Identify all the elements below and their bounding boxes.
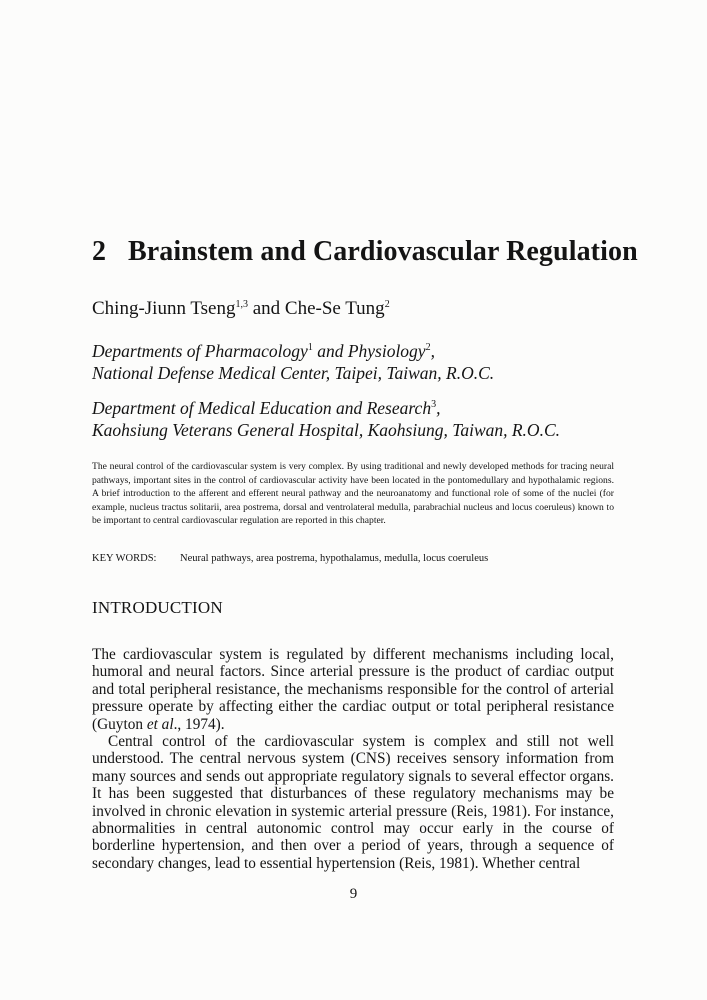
affiliation [92,397,560,441]
affiliation-line [92,397,560,419]
keywords [92,553,488,564]
author-name: Che-Se Tung [284,298,385,319]
affiliation-department: Department of Medical Education and Research [92,398,432,418]
chapter-number: 2 [92,236,107,267]
author-affiliation-marker: 2 [384,299,390,310]
affiliation-department: Departments of Pharmacology [92,341,308,361]
affiliation-line [92,340,494,362]
body-paragraph: Central control of the cardiovascular system is complex and still not well understood. The central nervous system (CNS) receives sensory information from many sources and sends out appropriate regulatory signals to several effector organs. It has been suggested that disturbances of these regulatory mechanisms may be involved in chronic elevation in systemic arterial pressure (Reis, 1981). For instance, abnormalities in central autonomic control may occur early in the course of borderline hypertension, and then over a period of years, through a sequence of secondary changes, lead to essential hypertension (Reis, 1981). Whether central [92,733,614,872]
body-paragraph [92,646,614,733]
affiliation-department: and Physiology [312,341,426,361]
affiliation [92,340,494,384]
author-connector: and [247,298,285,319]
citation-et-al: et al [146,715,174,733]
affiliation-institution: Kaohsiung Veterans General Hospital, Kaohsiung, Taiwan, R.O.C. [92,420,560,440]
affiliation-marker: 1 [307,342,313,353]
affiliation-punctuation: , [430,341,435,361]
affiliation-marker: 3 [431,399,437,410]
paragraph-text: ., 1974). [173,715,225,733]
keywords-value: Neural pathways, area postrema, hypothalamus, medulla, locus coeruleus [180,553,489,564]
paragraph-text: The cardiovascular system is regulated by different mechanisms including local, humoral and neural factors. Since arterial pressure is the product of cardiac output and total peripheral resistance, the mechanisms responsible for the control of arterial pressure operate by affecting either the cardiac output or total peripheral resistance (Guyton [92,646,614,733]
author-line [92,298,390,320]
chapter-title-text: Brainstem and Cardiovascular Regulation [128,236,638,267]
keywords-label: KEY WORDS: [92,553,157,564]
affiliation-punctuation: , [436,398,441,418]
abstract: The neural control of the cardiovascular system is very complex. By using traditional and newly developed methods for tracing neural pathways, important sites in the control of cardiovascular activity have been located in the pontomedullary and hypothalamic regions. A brief introduction to the afferent and efferent neural pathway and the neuroanatomy and functional role of some of the nuclei (for example, nucleus tractus solitarii, area postrema, dorsal and ventrolateral medulla, parabrachial nucleus and locus coeruleus) known to be important to central cardiovascular regulation are reported in this chapter. [92,461,614,526]
section-heading: INTRODUCTION [92,598,223,617]
chapter-title [92,236,652,268]
author-name: Ching-Jiunn Tseng [92,298,236,319]
affiliation-institution: National Defense Medical Center, Taipei, Taiwan, R.O.C. [92,363,495,383]
affiliation-marker: 2 [425,342,431,353]
page-number: 9 [349,886,358,902]
author-affiliation-marker: 1,3 [235,299,248,310]
